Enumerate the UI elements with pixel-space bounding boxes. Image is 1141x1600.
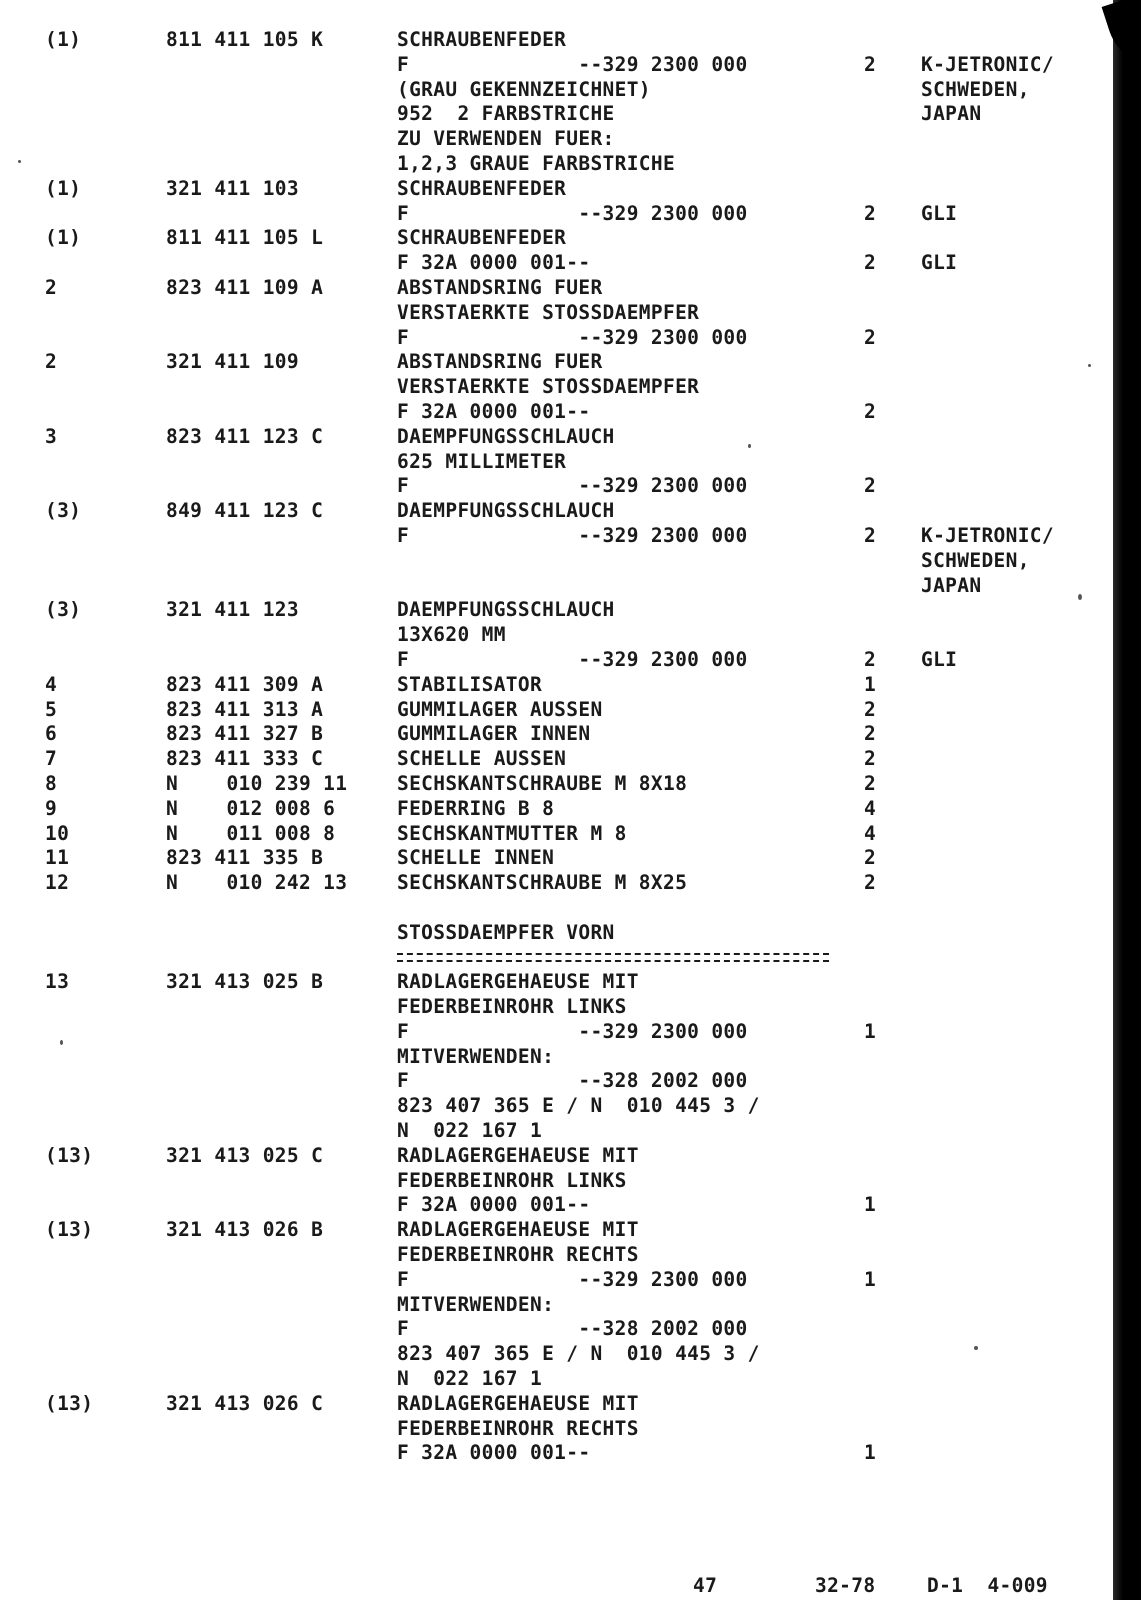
catalog-line — [0, 970, 1110, 995]
position-number: 12 — [45, 871, 70, 895]
quantity: 2 — [864, 251, 877, 275]
description: FEDERBEINROHR RECHTS — [397, 1243, 639, 1267]
quantity: 2 — [864, 52, 877, 76]
catalog-line — [0, 921, 1110, 946]
catalog-line — [0, 127, 1110, 152]
part-number: 823 411 333 C — [166, 747, 324, 771]
position-number: (13) — [45, 1391, 94, 1415]
quantity: 2 — [864, 399, 877, 423]
catalog-line — [0, 1144, 1110, 1169]
quantity: 1 — [864, 1019, 877, 1043]
description: F --329 2300 000 — [397, 523, 748, 547]
description: SECHSKANTSCHRAUBE M 8X25 — [397, 871, 688, 895]
part-number: 811 411 105 L — [166, 226, 324, 250]
description: STOSSDAEMPFER VORN — [397, 920, 615, 944]
position-number: (1) — [45, 226, 82, 250]
part-number: 321 413 026 C — [166, 1391, 324, 1415]
catalog-line — [0, 400, 1110, 425]
description: ZU VERWENDEN FUER: — [397, 127, 615, 151]
part-number: 811 411 105 K — [166, 28, 324, 51]
description: DAEMPFUNGSSCHLAUCH — [397, 598, 615, 622]
scan-speck — [1078, 594, 1082, 600]
description: SCHELLE INNEN — [397, 846, 555, 870]
part-number: 321 413 025 C — [166, 1143, 324, 1167]
remark: JAPAN — [921, 573, 982, 597]
quantity: 2 — [864, 747, 877, 771]
description: 952 2 FARBSTRICHE — [397, 102, 615, 126]
part-number: 823 411 123 C — [166, 424, 324, 448]
description: FEDERBEINROHR LINKS — [397, 995, 627, 1019]
description: 625 MILLIMETER — [397, 449, 567, 473]
scan-speck — [748, 444, 751, 448]
catalog-line — [0, 1293, 1110, 1318]
description: F --329 2300 000 — [397, 201, 748, 225]
description: DAEMPFUNGSSCHLAUCH — [397, 424, 615, 448]
catalog-line — [0, 846, 1110, 871]
quantity: 2 — [864, 846, 877, 870]
parts-list — [0, 28, 1110, 1466]
part-number: 823 411 335 B — [166, 846, 324, 870]
catalog-line — [0, 1069, 1110, 1094]
description: FEDERBEINROHR RECHTS — [397, 1416, 639, 1440]
catalog-line — [0, 202, 1110, 227]
part-number: 321 413 025 B — [166, 970, 324, 994]
catalog-line — [0, 102, 1110, 127]
quantity: 2 — [864, 722, 877, 746]
description: VERSTAERKTE STOSSDAEMPFER — [397, 375, 700, 399]
scan-speck — [60, 1040, 63, 1045]
description: F 32A 0000 001-- — [397, 251, 591, 275]
catalog-line — [0, 772, 1110, 797]
position-number: 5 — [45, 697, 58, 721]
remark: GLI — [921, 201, 958, 225]
description: 823 407 365 E / N 010 445 3 / — [397, 1342, 760, 1366]
position-number: 10 — [45, 821, 70, 845]
catalog-line — [0, 499, 1110, 524]
catalog-line — [0, 673, 1110, 698]
position-number: 11 — [45, 846, 70, 870]
catalog-line — [0, 1441, 1110, 1466]
catalog-line — [0, 1243, 1110, 1268]
position-number: (1) — [45, 28, 82, 51]
description: SECHSKANTMUTTER M 8 — [397, 821, 627, 845]
description: ABSTANDSRING FUER — [397, 275, 603, 299]
catalog-line — [0, 251, 1110, 276]
quantity: 2 — [864, 697, 877, 721]
catalog-line — [0, 1342, 1110, 1367]
catalog-line — [0, 474, 1110, 499]
description: GUMMILAGER AUSSEN — [397, 697, 603, 721]
description: F --329 2300 000 — [397, 325, 748, 349]
catalog-line — [0, 301, 1110, 326]
catalog-line — [0, 549, 1110, 574]
part-number: N 010 242 13 — [166, 871, 348, 895]
description: RADLAGERGEHAEUSE MIT — [397, 1391, 639, 1415]
position-number: 6 — [45, 722, 58, 746]
catalog-line — [0, 747, 1110, 772]
remark: SCHWEDEN, — [921, 548, 1030, 572]
catalog-line — [0, 648, 1110, 673]
footer-date-code: 32-78 — [815, 1574, 876, 1597]
catalog-line — [0, 1417, 1110, 1442]
catalog-line — [0, 1317, 1110, 1342]
description: RADLAGERGEHAEUSE MIT — [397, 970, 639, 994]
quantity: 2 — [864, 771, 877, 795]
position-number: 8 — [45, 771, 58, 795]
description: ABSTANDSRING FUER — [397, 350, 603, 374]
part-number: N 012 008 6 — [166, 796, 336, 820]
description: F --329 2300 000 — [397, 1267, 748, 1291]
part-number: 849 411 123 C — [166, 499, 324, 523]
quantity: 4 — [864, 821, 877, 845]
catalog-line — [0, 425, 1110, 450]
description: RADLAGERGEHAEUSE MIT — [397, 1218, 639, 1242]
description: MITVERWENDEN: — [397, 1044, 555, 1068]
description: F --328 2002 000 — [397, 1317, 748, 1341]
catalog-line — [0, 375, 1110, 400]
catalog-line — [0, 28, 1110, 53]
position-number: (13) — [45, 1143, 94, 1167]
description: 1,2,3 GRAUE FARBSTRICHE — [397, 151, 676, 175]
catalog-line — [0, 78, 1110, 103]
description: DAEMPFUNGSSCHLAUCH — [397, 499, 615, 523]
part-number: 321 411 103 — [166, 176, 299, 200]
quantity: 4 — [864, 796, 877, 820]
quantity: 2 — [864, 871, 877, 895]
position-number: 7 — [45, 747, 58, 771]
description: F --329 2300 000 — [397, 647, 748, 671]
description: GUMMILAGER INNEN — [397, 722, 591, 746]
description: F --329 2300 000 — [397, 52, 748, 76]
position-number: 3 — [45, 424, 58, 448]
catalog-line — [0, 1020, 1110, 1045]
catalog-line — [0, 1367, 1110, 1392]
description: F --329 2300 000 — [397, 1019, 748, 1043]
description: N 022 167 1 — [397, 1119, 543, 1143]
description: MITVERWENDEN: — [397, 1292, 555, 1316]
position-number: (3) — [45, 598, 82, 622]
position-number: (13) — [45, 1218, 94, 1242]
position-number: 2 — [45, 350, 58, 374]
description: F 32A 0000 001-- — [397, 399, 591, 423]
position-number: 4 — [45, 672, 58, 696]
page-footer — [0, 1574, 1110, 1600]
scan-speck — [1088, 364, 1091, 367]
quantity: 2 — [864, 647, 877, 671]
part-number: 321 413 026 B — [166, 1218, 324, 1242]
position-number: (3) — [45, 499, 82, 523]
remark: JAPAN — [921, 102, 982, 126]
dashed-rule — [397, 953, 829, 962]
catalog-line — [0, 177, 1110, 202]
quantity: 2 — [864, 523, 877, 547]
catalog-line — [0, 722, 1110, 747]
scan-speck — [974, 1346, 978, 1350]
catalog-line — [0, 1119, 1110, 1144]
part-number: 823 411 327 B — [166, 722, 324, 746]
quantity: 1 — [864, 1193, 877, 1217]
catalog-line — [0, 623, 1110, 648]
catalog-line — [0, 1045, 1110, 1070]
catalog-line — [0, 350, 1110, 375]
description: SCHRAUBENFEDER — [397, 226, 567, 250]
catalog-line — [0, 1392, 1110, 1417]
description: FEDERBEINROHR LINKS — [397, 1168, 627, 1192]
footer-page-number: 47 — [693, 1574, 718, 1597]
part-number: 321 411 123 — [166, 598, 299, 622]
catalog-line — [0, 326, 1110, 351]
remark: K-JETRONIC/ — [921, 523, 1054, 547]
description: F 32A 0000 001-- — [397, 1441, 591, 1465]
catalog-line — [0, 1268, 1110, 1293]
part-number: 823 411 313 A — [166, 697, 324, 721]
scan-dark-edge — [1113, 0, 1141, 1600]
remark: SCHWEDEN, — [921, 77, 1030, 101]
remark: K-JETRONIC/ — [921, 52, 1054, 76]
catalog-line — [0, 698, 1110, 723]
description: F 32A 0000 001-- — [397, 1193, 591, 1217]
description: N 022 167 1 — [397, 1367, 543, 1391]
catalog-line — [0, 1094, 1110, 1119]
footer-section-code: D-1 4-009 — [927, 1574, 1048, 1597]
catalog-line — [0, 524, 1110, 549]
catalog-line — [0, 574, 1110, 599]
part-number: 823 411 109 A — [166, 275, 324, 299]
catalog-line — [0, 822, 1110, 847]
catalog-line — [0, 871, 1110, 896]
catalog-line — [0, 53, 1110, 78]
part-number: N 010 239 11 — [166, 771, 348, 795]
remark: GLI — [921, 251, 958, 275]
description: RADLAGERGEHAEUSE MIT — [397, 1143, 639, 1167]
position-number: (1) — [45, 176, 82, 200]
quantity: 2 — [864, 325, 877, 349]
description: SECHSKANTSCHRAUBE M 8X18 — [397, 771, 688, 795]
description: FEDERRING B 8 — [397, 796, 555, 820]
description: VERSTAERKTE STOSSDAEMPFER — [397, 300, 700, 324]
position-number: 13 — [45, 970, 70, 994]
position-number: 2 — [45, 275, 58, 299]
quantity: 2 — [864, 201, 877, 225]
catalog-line — [0, 797, 1110, 822]
scan-speck — [18, 160, 21, 163]
position-number: 9 — [45, 796, 58, 820]
part-number: N 011 008 8 — [166, 821, 336, 845]
part-number: 823 411 309 A — [166, 672, 324, 696]
catalog-line — [0, 995, 1110, 1020]
quantity: 1 — [864, 1441, 877, 1465]
part-number: 321 411 109 — [166, 350, 299, 374]
description: (GRAU GEKENNZEICHNET) — [397, 77, 651, 101]
catalog-line — [0, 896, 1110, 921]
catalog-line — [0, 152, 1110, 177]
description: SCHRAUBENFEDER — [397, 28, 567, 51]
catalog-line — [0, 226, 1110, 251]
section-underline — [0, 945, 1110, 970]
catalog-line — [0, 598, 1110, 623]
catalog-line — [0, 1193, 1110, 1218]
quantity: 1 — [864, 672, 877, 696]
description: SCHRAUBENFEDER — [397, 176, 567, 200]
catalog-line — [0, 1218, 1110, 1243]
description: 823 407 365 E / N 010 445 3 / — [397, 1094, 760, 1118]
catalog-line — [0, 1169, 1110, 1194]
quantity: 1 — [864, 1267, 877, 1291]
catalog-line — [0, 276, 1110, 301]
description: SCHELLE AUSSEN — [397, 747, 567, 771]
description: STABILISATOR — [397, 672, 543, 696]
quantity: 2 — [864, 474, 877, 498]
catalog-line — [0, 450, 1110, 475]
description: F --328 2002 000 — [397, 1069, 748, 1093]
remark: GLI — [921, 647, 958, 671]
description: 13X620 MM — [397, 623, 506, 647]
description: F --329 2300 000 — [397, 474, 748, 498]
